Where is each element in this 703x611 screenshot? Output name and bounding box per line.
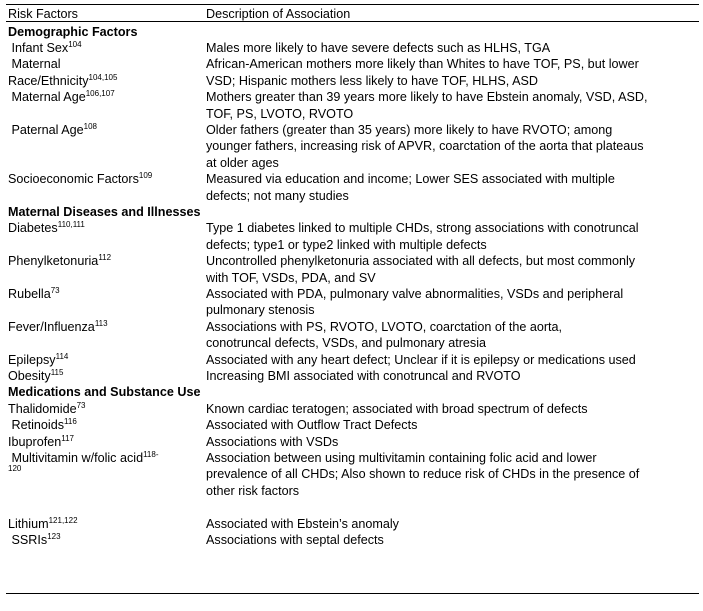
description-line: Uncontrolled phenylketonuria associated with all defects, but most commonly	[206, 254, 636, 269]
risk-factor-name: Race/Ethnicity	[8, 73, 89, 88]
reference-superscript: 117	[61, 433, 74, 443]
reference-superscript: 73	[50, 285, 60, 295]
description-cell	[206, 352, 699, 368]
description-line: Associations with PS, RVOTO, LVOTO, coarctation of the aorta,	[206, 319, 563, 334]
risk-factor-cell	[8, 434, 203, 450]
risk-factor-cell	[8, 40, 203, 56]
risk-factor-name: SSRIs	[8, 532, 48, 547]
risk-factor-name: Maternal	[8, 57, 61, 72]
description-line: Increasing BMI associated with conotruncal and RVOTO	[206, 368, 521, 383]
description-line: pulmonary stenosis	[206, 303, 315, 318]
risk-factor-cell	[8, 352, 203, 368]
description-line: prevalence of all CHDs; Also shown to reduce risk of CHDs in the presence of	[206, 467, 640, 482]
risk-factor-cell	[8, 368, 203, 384]
description-cell	[206, 122, 699, 171]
description-cell	[206, 319, 699, 352]
description-cell	[206, 401, 699, 417]
risk-factor-cell	[8, 89, 203, 105]
risk-factor-name: Lithium	[8, 516, 49, 531]
reference-superscript: 73	[76, 400, 86, 410]
description-line: Associations with septal defects	[206, 532, 384, 547]
section-label: Maternal Diseases and Illnesses	[8, 204, 201, 219]
section-label: Medications and Substance Use	[8, 385, 201, 400]
description-cell	[206, 434, 699, 450]
description-line: with TOF, VSDs, PDA, and SV	[206, 270, 376, 285]
reference-superscript: 104	[68, 39, 82, 49]
reference-superscript: 113	[94, 318, 108, 328]
table-top-rule	[6, 4, 699, 5]
description-line: defects; not many studies	[206, 188, 349, 203]
description-line: Older fathers (greater than 35 years) more likely to have RVOTO; among	[206, 122, 613, 137]
reference-superscript: 116	[64, 417, 77, 427]
risk-factor-cell	[8, 122, 203, 138]
description-line: Type 1 diabetes linked to multiple CHDs, strong associations with conotruncal	[206, 221, 639, 236]
risk-factor-cell	[8, 286, 203, 302]
header-risk-factors: Risk Factors	[8, 7, 78, 21]
description-cell	[206, 286, 699, 319]
risk-factor-name: Socioeconomic Factors	[8, 172, 139, 187]
description-line: Mothers greater than 39 years more likely to have Ebstein anomaly, VSD, ASD,	[206, 90, 648, 105]
risk-factor-name: Rubella	[8, 286, 51, 301]
risk-factor-name: Phenylketonuria	[8, 254, 99, 269]
description-line: Measured via education and income; Lower SES associated with multiple	[206, 172, 615, 187]
description-cell	[206, 253, 699, 286]
reference-superscript: 109	[138, 171, 153, 181]
reference-superscript: 114	[55, 351, 69, 361]
description-cell	[206, 171, 699, 204]
risk-factor-cell	[8, 450, 203, 483]
risk-factor-name: Epilepsy	[8, 352, 56, 367]
description-cell	[206, 89, 699, 122]
description-line: African-American mothers more likely than Whites to have TOF, PS, but lower	[206, 57, 639, 72]
description-line: TOF, PS, LVOTO, RVOTO	[206, 106, 354, 121]
reference-superscript: 121,122	[48, 515, 78, 525]
description-line: Associated with Ebstein’s anomaly	[206, 516, 399, 531]
description-line: defects; type1 or type2 linked with multiple defects	[206, 237, 487, 252]
description-line: Association between using multivitamin containing folic acid and lower	[206, 450, 597, 465]
risk-factor-name: Fever/Influenza	[8, 319, 95, 334]
description-cell	[206, 450, 699, 499]
description-cell	[206, 368, 699, 384]
description-line: at older ages	[206, 155, 279, 170]
header-description: Description of Association	[206, 7, 351, 21]
reference-superscript: 110,111	[57, 220, 85, 230]
risk-factor-cell	[8, 532, 203, 548]
description-cell	[206, 40, 699, 56]
section-label: Demographic Factors	[8, 24, 138, 39]
risk-factor-cell	[8, 220, 203, 236]
reference-superscript: 112	[98, 253, 112, 263]
description-cell	[206, 499, 699, 532]
risk-factor-cell	[8, 417, 203, 433]
description-line: Males more likely to have severe defects such as HLHS, TGA	[206, 40, 551, 55]
description-cell	[206, 417, 699, 433]
description-line: Known cardiac teratogen; associated with broad spectrum of defects	[206, 401, 588, 416]
risk-factor-name: Paternal Age	[8, 122, 84, 137]
description-line: Associated with PDA, pulmonary valve abnormalities, VSDs and peripheral	[206, 286, 624, 301]
reference-superscript-continued: 120	[8, 464, 22, 474]
risk-factor-cell	[8, 253, 203, 269]
description-cell	[206, 532, 699, 548]
description-line: Associated with Outflow Tract Defects	[206, 418, 418, 433]
description-line: conotruncal defects, VSDs, and pulmonary atresia	[206, 336, 487, 351]
table-bottom-rule	[6, 593, 699, 594]
description-line: Associated with any heart defect; Unclear if it is epilepsy or medications used	[206, 352, 636, 367]
risk-factor-cell	[8, 56, 203, 89]
risk-factor-cell	[8, 401, 203, 417]
reference-superscript: 108	[83, 121, 97, 131]
reference-superscript: 104,105	[88, 72, 118, 82]
risk-factor-cell	[8, 319, 203, 335]
risk-factor-cell	[8, 499, 203, 532]
risk-factor-name: Infant Sex	[8, 40, 69, 55]
reference-superscript: 123	[47, 531, 61, 541]
risk-factor-name: Ibuprofen	[8, 434, 62, 449]
description-cell	[206, 56, 699, 89]
risk-factor-cell	[8, 171, 203, 187]
risk-factor-name: Diabetes	[8, 221, 58, 236]
risk-factor-name: Retinoids	[8, 418, 65, 433]
risk-factor-name: Maternal Age	[8, 90, 86, 105]
description-line: VSD; Hispanic mothers less likely to have TOF, HLHS, ASD	[206, 73, 538, 88]
risk-factor-name: Thalidomide	[8, 401, 77, 416]
description-line: younger fathers, increasing risk of APVR, coarctation of the aorta that plateaus	[206, 139, 644, 154]
risk-factor-name: Obesity	[8, 368, 51, 383]
description-line: Associations with VSDs	[206, 434, 339, 449]
risk-factor-name: Multivitamin w/folic acid	[8, 450, 144, 465]
reference-superscript: 106,107	[85, 89, 115, 99]
table-header-rule	[6, 21, 699, 22]
description-cell	[206, 220, 699, 253]
reference-superscript: 115	[50, 367, 64, 377]
description-line: other risk factors	[206, 483, 300, 498]
reference-superscript: 118-	[143, 449, 159, 459]
